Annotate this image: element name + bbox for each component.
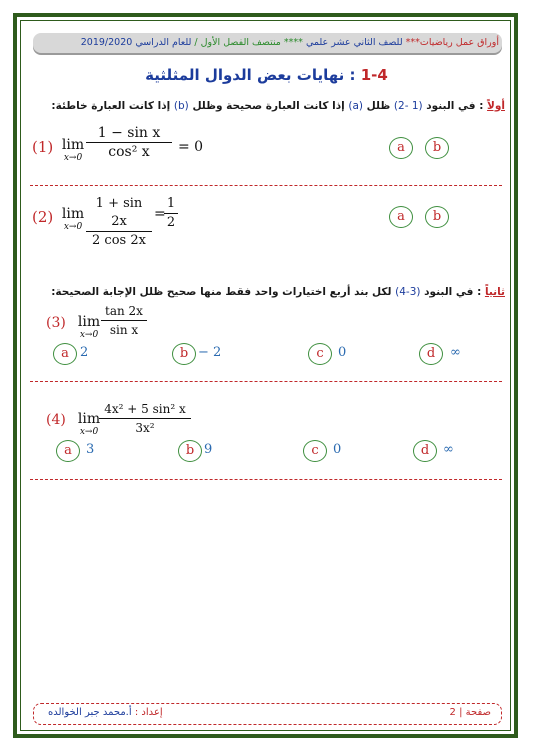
q4-option-c[interactable]: c bbox=[303, 440, 327, 462]
footer-page-label: صفحة bbox=[465, 707, 491, 718]
header-part2: للصف الثاني عشر علمي bbox=[305, 37, 403, 48]
q4-option-d[interactable]: d bbox=[413, 440, 437, 462]
section2-sep: : bbox=[477, 286, 482, 298]
q2-option-a[interactable]: a bbox=[389, 206, 413, 228]
q2-lim: lim x→0 bbox=[61, 206, 85, 232]
lesson-title-text: نهايات بعض الدوال المثلثية bbox=[145, 66, 345, 84]
q1-fraction bbox=[86, 124, 172, 161]
section1-text-c: إذا كانت العبارة صحيحة وظلل bbox=[192, 100, 345, 112]
section1-text-d: إذا كانت العبارة خاطئة: bbox=[51, 100, 171, 112]
header-part3: **** منتصف الفصل الأول / bbox=[194, 37, 303, 48]
q4-option-b[interactable]: b bbox=[178, 440, 202, 462]
divider-1 bbox=[30, 185, 502, 186]
footer-prep-label: إعداد : bbox=[134, 707, 163, 718]
q4-option-d-value: ∞ bbox=[443, 442, 454, 457]
section2-lead: ثانياً bbox=[484, 286, 505, 298]
section2-text-b: لكل بند أربع اختيارات واحد فقط منها صحيح ظلل الإجابة الصحيحة: bbox=[51, 286, 392, 298]
q4-lim: lim x→0 bbox=[77, 411, 101, 437]
q3-option-c-value: 0 bbox=[338, 345, 347, 360]
q4-fraction bbox=[99, 400, 191, 437]
section1-sep: : bbox=[479, 100, 484, 112]
q3-fraction bbox=[101, 302, 147, 339]
q4-option-b-value: 9 bbox=[204, 442, 213, 457]
section2-text-a: في البنود bbox=[424, 286, 474, 298]
q4-option-c-value: 0 bbox=[333, 442, 342, 457]
q3-denominator: sin x bbox=[109, 323, 139, 337]
q3-option-b-value: − 2 bbox=[198, 345, 222, 360]
q3-lim: lim x→0 bbox=[77, 314, 101, 340]
q1-numerator: 1 − sin x bbox=[86, 124, 172, 143]
q1-lim: lim x→0 bbox=[61, 137, 85, 163]
q3-number: (3) bbox=[46, 315, 66, 331]
header-part1: أوراق عمل رياضيات*** bbox=[405, 37, 499, 48]
q1-option-a[interactable]: a bbox=[389, 137, 413, 159]
q4-option-a[interactable]: a bbox=[56, 440, 80, 462]
lesson-title bbox=[100, 66, 433, 84]
divider-3 bbox=[30, 479, 502, 480]
q1-rhs: = 0 bbox=[178, 139, 204, 155]
q3-option-c[interactable]: c bbox=[308, 343, 332, 365]
q2-fraction bbox=[86, 195, 152, 250]
q4-number: (4) bbox=[46, 412, 66, 428]
footer-author-name: أ.محمد جبر الخوالده bbox=[48, 707, 132, 718]
footer-author bbox=[48, 707, 163, 718]
q3-option-d[interactable]: d bbox=[419, 343, 443, 365]
q4-numerator: 4x² + 5 sin² x bbox=[99, 400, 191, 419]
section2-range: (3-4) bbox=[395, 286, 421, 298]
q1-option-b[interactable]: b bbox=[425, 137, 449, 159]
header-text bbox=[36, 33, 499, 53]
section1-text-b: ظلل bbox=[366, 100, 391, 112]
q2-number: (2) bbox=[32, 208, 54, 226]
q2-numerator: 1 + sin 2x bbox=[86, 195, 152, 232]
lesson-number: 1-4 bbox=[360, 66, 388, 84]
section1-opt-b: (b) bbox=[173, 100, 189, 112]
section1-text-a: في البنود bbox=[426, 100, 476, 112]
q3-option-d-value: ∞ bbox=[450, 345, 461, 360]
q2-equals: = bbox=[154, 206, 166, 222]
lesson-title-sep: : bbox=[349, 66, 356, 84]
section2-instructions bbox=[25, 286, 505, 298]
q1-denominator: cos² x bbox=[108, 144, 150, 160]
section1-instructions bbox=[25, 100, 505, 112]
section1-opt-a: (a) bbox=[348, 100, 364, 112]
q2-option-b[interactable]: b bbox=[425, 206, 449, 228]
section1-range: (1 -2) bbox=[393, 100, 423, 112]
q3-numerator: tan 2x bbox=[101, 302, 147, 321]
footer-page: صفحة | 2 bbox=[449, 707, 491, 718]
q3-option-b[interactable]: b bbox=[172, 343, 196, 365]
q4-denominator: 3x² bbox=[135, 421, 155, 435]
q2-rhs-fraction: $\frac{1}{2}$ bbox=[164, 195, 178, 232]
q3-option-a[interactable]: a bbox=[53, 343, 77, 365]
q4-option-a-value: 3 bbox=[86, 442, 95, 457]
header-part4: للعام الدراسي 2019/2020 bbox=[80, 37, 192, 48]
footer-page-number: 2 bbox=[449, 707, 456, 718]
divider-2 bbox=[30, 381, 502, 382]
q1-number: (1) bbox=[32, 138, 54, 156]
q3-option-a-value: 2 bbox=[80, 345, 89, 360]
section1-lead: أولاً bbox=[487, 100, 505, 112]
q2-denominator: 2 cos 2x bbox=[92, 233, 146, 248]
